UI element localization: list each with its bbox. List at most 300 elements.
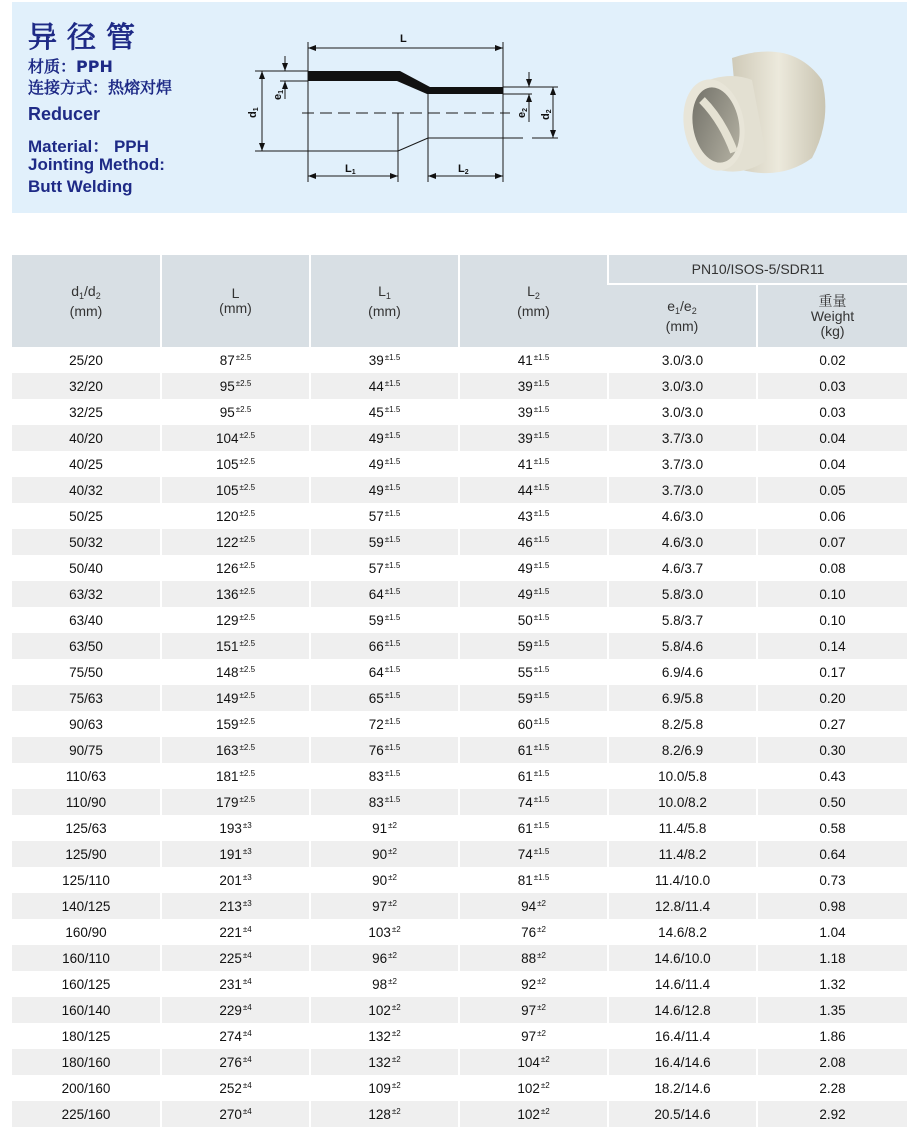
- cell-L2: [459, 555, 608, 581]
- cell-e1-e2-value: 14.6/12.8: [654, 1002, 711, 1018]
- cell-weight: [757, 737, 907, 763]
- cell-L1: [310, 503, 459, 529]
- cell-d1-d2: [12, 347, 161, 373]
- cell-L2-tolerance: ±1.5: [533, 586, 550, 596]
- cell-weight: [757, 529, 907, 555]
- pipe-wall-profile: [308, 71, 503, 94]
- cell-e1-e2-value: 3.0/3.0: [661, 404, 704, 420]
- cell-L1: [310, 971, 459, 997]
- cell-weight-value: 1.32: [819, 976, 846, 992]
- cell-L2: [459, 607, 608, 633]
- cell-L: [161, 1101, 310, 1127]
- cell-L1-value: 97: [372, 898, 388, 914]
- cell-d1-d2: [12, 841, 161, 867]
- cell-e1-e2: [608, 1075, 757, 1101]
- cell-L2-value: 61: [517, 820, 533, 836]
- cell-L1-value: 83: [368, 768, 384, 784]
- cell-d1-d2: [12, 1049, 161, 1075]
- cell-L2-tolerance: ±1.5: [533, 820, 550, 830]
- cell-L2-value: 61: [517, 768, 533, 784]
- cell-L1-tolerance: ±2: [388, 872, 397, 882]
- cell-L2-value: 92: [521, 976, 537, 992]
- cell-d1-d2-value: 140/125: [61, 898, 111, 914]
- cell-d1-d2-value: 180/160: [61, 1054, 111, 1070]
- cell-L1-value: 91: [372, 820, 388, 836]
- table-row: [12, 425, 907, 451]
- cell-d1-d2: [12, 581, 161, 607]
- cell-L1-tolerance: ±2: [388, 976, 397, 986]
- table-row: [12, 737, 907, 763]
- cell-L-tolerance: ±2.5: [239, 586, 256, 596]
- cell-d1-d2: [12, 555, 161, 581]
- cell-L2-value: 39: [517, 378, 533, 394]
- cell-L1: [310, 815, 459, 841]
- cell-L: [161, 451, 310, 477]
- cell-L1: [310, 867, 459, 893]
- cell-L2-value: 39: [517, 404, 533, 420]
- cell-L1: [310, 451, 459, 477]
- cell-L2: [459, 1101, 608, 1127]
- cell-weight: [757, 373, 907, 399]
- cell-e1-e2: [608, 373, 757, 399]
- label-d1: d1: [247, 107, 260, 118]
- cell-weight-value: 0.50: [819, 794, 846, 810]
- cell-weight-value: 0.05: [819, 482, 846, 498]
- cell-L2-value: 97: [521, 1002, 537, 1018]
- cell-L2: [459, 711, 608, 737]
- cell-d1-d2: [12, 971, 161, 997]
- cell-L-tolerance: ±2.5: [239, 664, 256, 674]
- cell-L-tolerance: ±4: [242, 1106, 252, 1116]
- cell-L1-tolerance: ±1.5: [384, 586, 401, 596]
- cell-L2: [459, 347, 608, 373]
- cell-weight-value: 0.08: [819, 560, 846, 576]
- cell-e1-e2: [608, 347, 757, 373]
- cell-d1-d2-value: 32/25: [69, 404, 103, 420]
- cell-L1-tolerance: ±1.5: [384, 742, 401, 752]
- reducer-dimension-diagram: [240, 20, 570, 195]
- cell-d1-d2-value: 40/20: [69, 430, 103, 446]
- cell-e1-e2-value: 4.6/3.7: [661, 560, 704, 576]
- cell-L2-tolerance: ±1.5: [533, 560, 550, 570]
- table-row: [12, 763, 907, 789]
- cell-e1-e2-value: 8.2/5.8: [661, 716, 704, 732]
- cell-L1: [310, 1101, 459, 1127]
- cell-weight-value: 0.30: [819, 742, 846, 758]
- cell-L: [161, 581, 310, 607]
- cell-L1: [310, 685, 459, 711]
- cell-L: [161, 867, 310, 893]
- cell-d1-d2: [12, 737, 161, 763]
- cell-L1-value: 65: [368, 690, 384, 706]
- cell-e1-e2-value: 4.6/3.0: [661, 508, 704, 524]
- cell-e1-e2: [608, 1049, 757, 1075]
- cell-weight: [757, 1049, 907, 1075]
- cell-L1-value: 64: [368, 664, 384, 680]
- cell-e1-e2: [608, 425, 757, 451]
- cell-L1-tolerance: ±2: [391, 1028, 401, 1038]
- cell-L1-value: 59: [368, 534, 384, 550]
- cell-L: [161, 1075, 310, 1101]
- cell-L-tolerance: ±3: [242, 898, 252, 908]
- cell-e1-e2-value: 16.4/14.6: [654, 1054, 711, 1070]
- cell-L2-value: 46: [517, 534, 533, 550]
- cell-L2-value: 59: [517, 638, 533, 654]
- cell-weight: [757, 659, 907, 685]
- cell-e1-e2-value: 6.9/5.8: [661, 690, 704, 706]
- cell-e1-e2-value: 18.2/14.6: [654, 1080, 711, 1096]
- cell-L2-tolerance: ±1.5: [533, 768, 550, 778]
- cell-L2-value: 76: [521, 924, 537, 940]
- cell-L2-tolerance: ±2: [537, 1028, 546, 1038]
- cell-L-tolerance: ±4: [242, 976, 252, 986]
- cell-L-tolerance: ±2.5: [239, 690, 256, 700]
- cell-L2-value: 43: [517, 508, 533, 524]
- cell-L1-tolerance: ±2: [391, 924, 401, 934]
- cell-L2: [459, 399, 608, 425]
- cell-e1-e2: [608, 763, 757, 789]
- cell-L2: [459, 529, 608, 555]
- cell-L1-value: 57: [368, 560, 384, 576]
- cell-weight: [757, 347, 907, 373]
- cell-L-tolerance: ±2.5: [235, 352, 252, 362]
- cell-d1-d2: [12, 997, 161, 1023]
- cell-L-value: 151: [215, 638, 239, 654]
- table-row: [12, 1075, 907, 1101]
- cell-weight-value: 0.27: [819, 716, 846, 732]
- product-title-zh: 异径管: [28, 20, 146, 54]
- cell-weight-value: 0.06: [819, 508, 846, 524]
- cell-d1-d2: [12, 945, 161, 971]
- cell-L2: [459, 477, 608, 503]
- cell-L2-tolerance: ±1.5: [533, 482, 550, 492]
- cell-e1-e2-value: 3.7/3.0: [661, 430, 704, 446]
- cell-L2-value: 94: [521, 898, 537, 914]
- cell-d1-d2: [12, 425, 161, 451]
- cell-L1-tolerance: ±2: [391, 1002, 401, 1012]
- cell-L1-tolerance: ±1.5: [384, 768, 401, 778]
- cell-L2: [459, 737, 608, 763]
- cell-L-value: 95: [219, 404, 235, 420]
- cell-weight: [757, 945, 907, 971]
- cell-e1-e2: [608, 1023, 757, 1049]
- table-row: [12, 347, 907, 373]
- cell-weight: [757, 763, 907, 789]
- cell-L1-value: 103: [368, 924, 391, 940]
- cell-e1-e2-value: 3.7/3.0: [661, 456, 704, 472]
- cell-weight-value: 1.86: [819, 1028, 846, 1044]
- cell-L-value: 229: [219, 1002, 242, 1018]
- cell-L-value: 126: [215, 560, 239, 576]
- cell-L1-tolerance: ±1.5: [384, 612, 401, 622]
- cell-L: [161, 815, 310, 841]
- reducer-spec-table: [12, 255, 907, 1127]
- cell-L-tolerance: ±2.5: [239, 508, 256, 518]
- cell-d1-d2-value: 160/110: [62, 950, 110, 966]
- cell-L2-value: 97: [521, 1028, 537, 1044]
- cell-L2: [459, 815, 608, 841]
- cell-e1-e2-value: 11.4/10.0: [654, 872, 711, 888]
- table-row: [12, 919, 907, 945]
- cell-L1-tolerance: ±2: [388, 950, 397, 960]
- cell-L-tolerance: ±2.5: [239, 430, 256, 440]
- cell-weight-value: 0.43: [819, 768, 846, 784]
- cell-e1-e2: [608, 815, 757, 841]
- cell-d1-d2-value: 110/63: [65, 768, 107, 784]
- cell-L1-value: 49: [368, 430, 384, 446]
- cell-L-value: 105: [215, 482, 239, 498]
- cell-L2-value: 49: [517, 560, 533, 576]
- table-row: [12, 633, 907, 659]
- cell-L1-value: 39: [368, 352, 384, 368]
- cell-e1-e2-value: 14.6/8.2: [658, 924, 707, 940]
- cell-d1-d2-value: 160/90: [65, 924, 107, 940]
- cell-d1-d2: [12, 815, 161, 841]
- reducer-fitting-photo: [672, 40, 842, 185]
- cell-L2-tolerance: ±1.5: [533, 534, 550, 544]
- cell-d1-d2-value: 32/20: [69, 378, 103, 394]
- cell-L-tolerance: ±2.5: [239, 560, 256, 570]
- cell-L1-value: 45: [368, 404, 384, 420]
- cell-L1-value: 57: [368, 508, 384, 524]
- cell-L2-tolerance: ±2: [537, 1002, 546, 1012]
- product-title-en: Reducer: [28, 104, 101, 124]
- cell-e1-e2-value: 3.7/3.0: [661, 482, 704, 498]
- cell-L-tolerance: ±4: [242, 924, 252, 934]
- cell-L1: [310, 945, 459, 971]
- cell-e1-e2: [608, 945, 757, 971]
- cell-L-value: 191: [219, 846, 242, 862]
- cell-d1-d2: [12, 867, 161, 893]
- cell-L1: [310, 841, 459, 867]
- cell-weight: [757, 789, 907, 815]
- cell-L-value: 87: [219, 352, 235, 368]
- cell-L2-tolerance: ±1.5: [533, 794, 550, 804]
- cell-d1-d2-value: 25/20: [69, 352, 103, 368]
- cell-L2-value: 44: [517, 482, 533, 498]
- cell-L1-value: 66: [368, 638, 384, 654]
- col-header-L1: $L_1$ (mm): [310, 255, 459, 347]
- cell-e1-e2: [608, 867, 757, 893]
- cell-L2: [459, 841, 608, 867]
- table-row: [12, 451, 907, 477]
- cell-L1: [310, 633, 459, 659]
- cell-L: [161, 789, 310, 815]
- cell-L-value: 231: [219, 976, 242, 992]
- cell-e1-e2-value: 3.0/3.0: [661, 352, 704, 368]
- cell-d1-d2-value: 40/32: [69, 482, 103, 498]
- table-row: [12, 815, 907, 841]
- cell-L-tolerance: ±4: [242, 1028, 252, 1038]
- cell-L1-value: 76: [368, 742, 384, 758]
- cell-d1-d2: [12, 659, 161, 685]
- table-row: [12, 971, 907, 997]
- cell-L1-value: 49: [368, 456, 384, 472]
- cell-L2-tolerance: ±2: [537, 976, 546, 986]
- cell-L2-value: 81: [517, 872, 533, 888]
- cell-L: [161, 971, 310, 997]
- cell-L1: [310, 399, 459, 425]
- cell-d1-d2: [12, 763, 161, 789]
- cell-L1-value: 98: [372, 976, 388, 992]
- cell-L1-tolerance: ±1.5: [384, 378, 401, 388]
- cell-d1-d2: [12, 1075, 161, 1101]
- cell-L1: [310, 555, 459, 581]
- cell-L-tolerance: ±2.5: [239, 742, 256, 752]
- cell-L2-tolerance: ±1.5: [533, 430, 550, 440]
- cell-L1: [310, 425, 459, 451]
- cell-L-value: 201: [219, 872, 242, 888]
- cell-L1: [310, 711, 459, 737]
- cell-e1-e2-value: 16.4/11.4: [654, 1028, 711, 1044]
- cell-L-value: 276: [219, 1054, 242, 1070]
- label-e1: e1: [272, 89, 285, 100]
- cell-L2-tolerance: ±2: [540, 1106, 550, 1116]
- cell-L1: [310, 1023, 459, 1049]
- cell-weight: [757, 399, 907, 425]
- cell-d1-d2: [12, 451, 161, 477]
- cell-weight: [757, 711, 907, 737]
- cell-L-value: 179: [215, 794, 239, 810]
- cell-weight: [757, 451, 907, 477]
- cell-e1-e2-value: 20.5/14.6: [654, 1106, 711, 1122]
- cell-L2-value: 59: [517, 690, 533, 706]
- cell-L1-tolerance: ±1.5: [384, 690, 401, 700]
- table-row: [12, 867, 907, 893]
- table-row: [12, 893, 907, 919]
- cell-weight-value: 0.20: [819, 690, 846, 706]
- table-row: [12, 945, 907, 971]
- cell-weight-value: 0.58: [819, 820, 846, 836]
- cell-e1-e2: [608, 633, 757, 659]
- table-row: [12, 841, 907, 867]
- col-group-header-pressure-class: PN10/ISOS-5/SDR11: [608, 255, 907, 284]
- cell-d1-d2: [12, 711, 161, 737]
- cell-L1-value: 90: [372, 872, 388, 888]
- cell-L1-tolerance: ±1.5: [384, 560, 401, 570]
- cell-L-value: 136: [215, 586, 239, 602]
- cell-L2-value: 50: [517, 612, 533, 628]
- cell-weight-value: 0.04: [819, 456, 846, 472]
- cell-L-value: 181: [215, 768, 239, 784]
- table-row: [12, 1023, 907, 1049]
- cell-L-value: 270: [219, 1106, 242, 1122]
- cell-L1-tolerance: ±1.5: [384, 534, 401, 544]
- cell-weight-value: 0.02: [819, 352, 846, 368]
- label-e2: e2: [516, 107, 529, 118]
- cell-L: [161, 1049, 310, 1075]
- cell-L2: [459, 763, 608, 789]
- cell-L1-value: 132: [368, 1028, 391, 1044]
- cell-L2-tolerance: ±1.5: [533, 456, 550, 466]
- cell-L2: [459, 503, 608, 529]
- cell-L: [161, 347, 310, 373]
- cell-d1-d2: [12, 529, 161, 555]
- cell-L2-tolerance: ±2: [537, 898, 546, 908]
- cell-L1-value: 90: [372, 846, 388, 862]
- cell-L1: [310, 529, 459, 555]
- cell-L-value: 95: [219, 378, 235, 394]
- cell-L2-tolerance: ±1.5: [533, 664, 550, 674]
- cell-L2-value: 49: [517, 586, 533, 602]
- cell-d1-d2-value: 110/90: [65, 794, 107, 810]
- cell-L1-value: 96: [372, 950, 388, 966]
- cell-L2-value: 41: [517, 352, 533, 368]
- cell-L1: [310, 1075, 459, 1101]
- cell-e1-e2: [608, 529, 757, 555]
- cell-weight-value: 0.03: [819, 404, 846, 420]
- cell-L1-tolerance: ±1.5: [384, 638, 401, 648]
- cell-weight-value: 0.04: [819, 430, 846, 446]
- cell-L1: [310, 919, 459, 945]
- table-row: [12, 581, 907, 607]
- cell-d1-d2: [12, 1101, 161, 1127]
- material-zh: 材质：PPH: [28, 57, 113, 76]
- cell-e1-e2: [608, 711, 757, 737]
- cell-L2-tolerance: ±1.5: [533, 690, 550, 700]
- cell-L1-tolerance: ±2: [391, 1106, 401, 1116]
- cell-L-tolerance: ±3: [242, 820, 252, 830]
- col-header-L2: $L_2$ (mm): [459, 255, 608, 347]
- cell-L1-value: 109: [368, 1080, 391, 1096]
- cell-d1-d2: [12, 1023, 161, 1049]
- cell-L-tolerance: ±2.5: [239, 456, 256, 466]
- cell-L: [161, 685, 310, 711]
- cell-L1-value: 132: [368, 1054, 391, 1070]
- cell-L2: [459, 373, 608, 399]
- cell-e1-e2-value: 5.8/4.6: [661, 638, 704, 654]
- table-row: [12, 789, 907, 815]
- table-row: [12, 607, 907, 633]
- cell-L2: [459, 997, 608, 1023]
- cell-L-value: 213: [219, 898, 242, 914]
- cell-weight-value: 0.17: [819, 664, 846, 680]
- cell-L1: [310, 997, 459, 1023]
- cell-e1-e2: [608, 477, 757, 503]
- cell-L: [161, 737, 310, 763]
- cell-L-value: 120: [215, 508, 239, 524]
- cell-L-value: 225: [219, 950, 242, 966]
- cell-L2: [459, 633, 608, 659]
- cell-L-tolerance: ±3: [242, 846, 252, 856]
- cell-L2: [459, 945, 608, 971]
- cell-L2-tolerance: ±2: [540, 1054, 550, 1064]
- cell-L: [161, 477, 310, 503]
- cell-L1-tolerance: ±2: [391, 1080, 401, 1090]
- cell-d1-d2: [12, 477, 161, 503]
- cell-weight-value: 1.18: [819, 950, 846, 966]
- cell-e1-e2-value: 6.9/4.6: [661, 664, 704, 680]
- cell-L-tolerance: ±4: [242, 1054, 252, 1064]
- cell-L1: [310, 737, 459, 763]
- cell-d1-d2-value: 160/140: [61, 1002, 111, 1018]
- cell-weight: [757, 971, 907, 997]
- cell-L: [161, 997, 310, 1023]
- cell-L1-value: 44: [368, 378, 384, 394]
- cell-e1-e2-value: 12.8/11.4: [654, 898, 711, 914]
- cell-weight: [757, 555, 907, 581]
- table-row: [12, 503, 907, 529]
- cell-L1-value: 59: [368, 612, 384, 628]
- cell-L-tolerance: ±2.5: [239, 716, 256, 726]
- cell-L1: [310, 477, 459, 503]
- cell-d1-d2: [12, 373, 161, 399]
- cell-d1-d2-value: 63/32: [69, 586, 103, 602]
- cell-L2-value: 61: [517, 742, 533, 758]
- cell-L-tolerance: ±2.5: [239, 612, 256, 622]
- cell-L2: [459, 1023, 608, 1049]
- cell-d1-d2-value: 90/63: [69, 716, 103, 732]
